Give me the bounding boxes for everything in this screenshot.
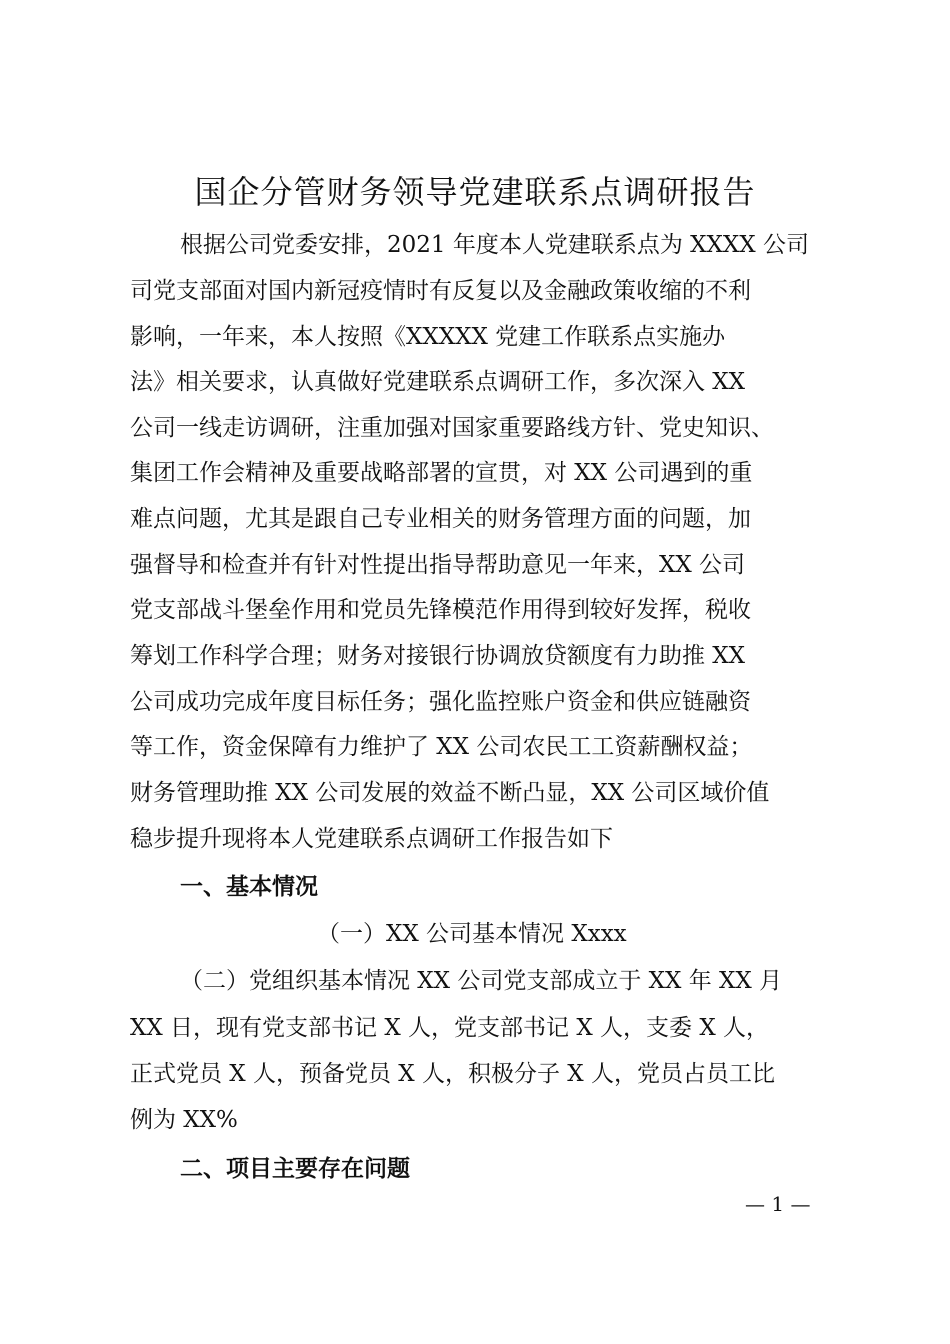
body-line-12: 等工作，资金保障有力维护了 XX 公司农民工工资薪酬权益；: [130, 734, 753, 760]
body-line-5: 公司一线走访调研，注重加强对国家重要路线方针、党史知识、: [130, 415, 774, 441]
page-number: — 1 —: [745, 1192, 811, 1216]
body-line-10: 筹划工作科学合理；财务对接银行协调放贷额度有力助推 XX: [130, 643, 746, 669]
body-line-7: 难点问题，尤其是跟自己专业相关的财务管理方面的问题，加: [130, 506, 751, 532]
body-line-3: 影响，一年来，本人按照《XXXXX 党建工作联系点实施办: [130, 324, 726, 350]
document-title: 国企分管财务领导党建联系点调研报告: [194, 173, 756, 211]
subsection-company-info: （一）XX 公司基本情况 Xxxx: [317, 921, 627, 947]
body-line-14: 稳步提升现将本人党建联系点调研工作报告如下: [130, 826, 613, 852]
party-info-line-2: XX 日，现有党支部书记 X 人，党支部书记 X 人，支委 X 人，: [130, 1015, 770, 1041]
party-info-line-4: 例为 XX%: [130, 1107, 238, 1133]
party-info-line-1: （二）党组织基本情况 XX 公司党支部成立于 XX 年 XX 月: [180, 968, 783, 994]
body-line-8: 强督导和检查并有针对性提出指导帮助意见一年来，XX 公司: [130, 552, 746, 578]
body-line-6: 集团工作会精神及重要战略部署的宣贯，对 XX 公司遇到的重: [130, 460, 753, 486]
party-info-line-3: 正式党员 X 人，预备党员 X 人，积极分子 X 人，党员占员工比: [130, 1061, 775, 1087]
body-line-9: 党支部战斗堡垒作用和党员先锋模范作用得到较好发挥，税收: [130, 597, 751, 623]
body-line-4: 法》相关要求，认真做好党建联系点调研工作，多次深入 XX: [130, 369, 746, 395]
section-heading-basic-info: 一、基本情况: [180, 874, 318, 900]
body-line-2: 司党支部面对国内新冠疫情时有反复以及金融政策收缩的不利: [130, 278, 751, 304]
body-line-13: 财务管理助推 XX 公司发展的效益不断凸显，XX 公司区域价值: [130, 780, 770, 806]
body-line-1: 根据公司党委安排，2021 年度本人党建联系点为 XXXX 公司: [180, 232, 809, 258]
section-heading-problems: 二、项目主要存在问题: [180, 1156, 410, 1182]
body-line-11: 公司成功完成年度目标任务；强化监控账户资金和供应链融资: [130, 689, 751, 715]
